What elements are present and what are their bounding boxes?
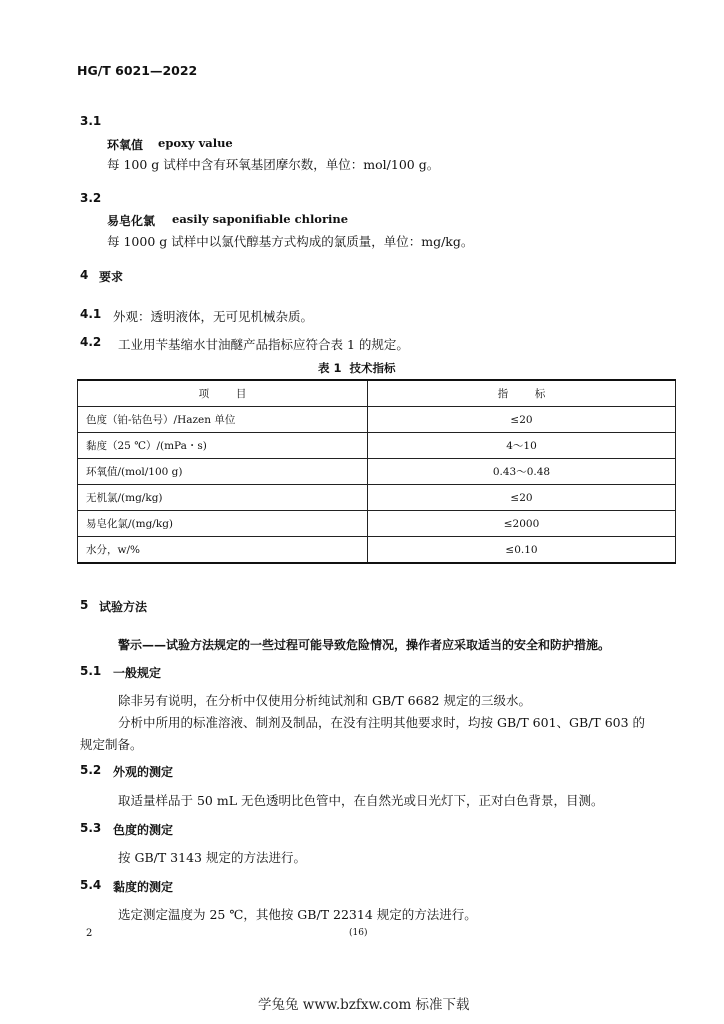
term-en-epoxy-value: epoxy value (158, 136, 233, 150)
clause-title-5-3: 色度的测定 (113, 823, 174, 837)
warning-text: 警示——试验方法规定的一些过程可能导致危险情况，操作者应采取适当的安全和防护措施。 (118, 638, 611, 652)
column-header-index: 指 标 (368, 380, 676, 407)
definition-saponifiable-chlorine: 每 1000 g 试样中以氯代醇基方式构成的氯质量，单位：mg/kg。 (107, 234, 474, 249)
table-row (78, 485, 676, 511)
section-number-5: 5 (80, 598, 89, 612)
standard-code: HG/T 6021—2022 (77, 63, 198, 78)
table-row (78, 407, 676, 433)
page-number: 2 (86, 928, 93, 939)
clause-number-5-2: 5.2 (80, 763, 102, 777)
row-value: 0.43～0.48 (368, 459, 676, 485)
clause-number-5-4: 5.4 (80, 878, 102, 892)
table-row (78, 511, 676, 537)
clause-text-5-4: 选定测定温度为 25 ℃，其他按 GB/T 22314 规定的方法进行。 (118, 907, 477, 922)
clause-number-3-2: 3.2 (80, 191, 102, 205)
clause-number-3-1: 3.1 (80, 114, 102, 128)
row-label: 易皂化氯/(mg/kg) (78, 511, 368, 537)
clause-text-4-2: 工业用苄基缩水甘油醚产品指标应符合表 1 的规定。 (118, 337, 409, 352)
term-en-saponifiable-chlorine: easily saponifiable chlorine (172, 212, 349, 226)
table-header-row (78, 380, 676, 407)
clause-number-4-1: 4.1 (80, 307, 102, 321)
row-label: 环氧值/(mol/100 g) (78, 459, 368, 485)
table-row (78, 433, 676, 459)
section-title-test-methods: 试验方法 (99, 600, 148, 614)
row-label: 水分，w/% (78, 537, 368, 564)
table-row (78, 537, 676, 564)
clause-number-5-1: 5.1 (80, 664, 102, 678)
clause-text-5-1-p2a: 分析中所用的标准溶液、制剂及制品，在没有注明其他要求时，均按 GB/T 601、GB/T 603 的 (118, 715, 646, 730)
row-label: 色度（铂-钴色号）/Hazen 单位 (78, 407, 368, 433)
definition-epoxy-value: 每 100 g 试样中含有环氧基团摩尔数，单位：mol/100 g。 (107, 157, 440, 172)
clause-text-5-3: 按 GB/T 3143 规定的方法进行。 (118, 850, 306, 865)
row-label: 黏度（25 ℃）/(mPa・s) (78, 433, 368, 459)
clause-title-5-1: 一般规定 (113, 666, 162, 680)
table-caption: 表 1 技术指标 (318, 361, 396, 375)
term-zh-saponifiable-chlorine: 易皂化氯 (107, 214, 156, 228)
clause-title-5-2: 外观的测定 (113, 765, 174, 779)
row-value: ≤0.10 (368, 537, 676, 564)
clause-title-5-4: 黏度的测定 (113, 880, 174, 894)
page-sequence: (16) (349, 928, 368, 938)
technical-index-table (77, 379, 676, 564)
term-zh-epoxy-value: 环氧值 (107, 138, 144, 152)
clause-text-5-1-p2b: 规定制备。 (80, 737, 143, 752)
row-label: 无机氯/(mg/kg) (78, 485, 368, 511)
row-value: 4～10 (368, 433, 676, 459)
row-value: ≤20 (368, 485, 676, 511)
section-title-requirements: 要求 (99, 270, 124, 284)
table-row (78, 459, 676, 485)
row-value: ≤2000 (368, 511, 676, 537)
clause-text-4-1: 外观：透明液体，无可见机械杂质。 (113, 309, 314, 324)
row-value: ≤20 (368, 407, 676, 433)
clause-number-5-3: 5.3 (80, 821, 102, 835)
watermark-footer: 学兔兔 www.bzfxw.com 标准下载 (258, 997, 470, 1013)
column-header-item: 项 目 (78, 380, 368, 407)
section-number-4: 4 (80, 268, 89, 282)
clause-number-4-2: 4.2 (80, 335, 102, 349)
clause-text-5-1-p1: 除非另有说明，在分析中仅使用分析纯试剂和 GB/T 6682 规定的三级水。 (118, 693, 531, 708)
clause-text-5-2: 取适量样品于 50 mL 无色透明比色管中，在自然光或日光灯下，正对白色背景，目测。 (118, 793, 604, 808)
